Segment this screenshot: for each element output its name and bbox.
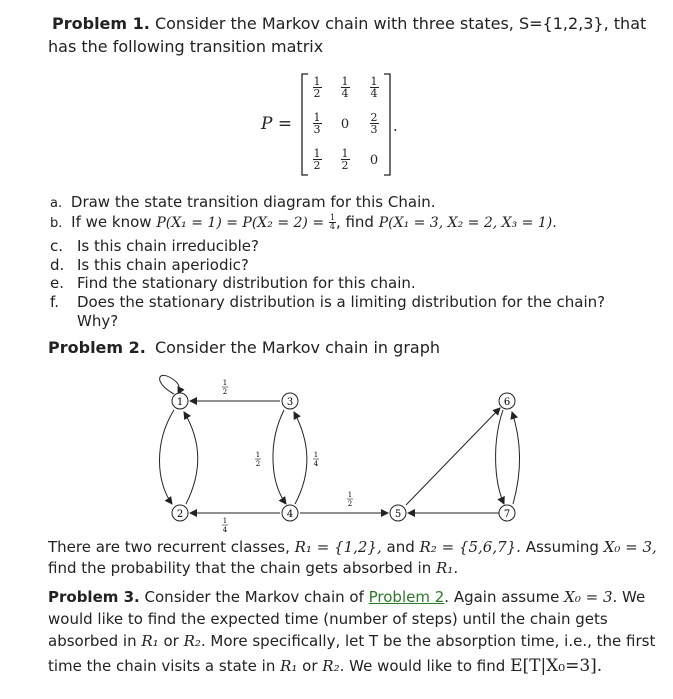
item-b <box>50 213 557 231</box>
item-b-text-pre: If we know <box>71 213 157 231</box>
p3-l4-pre: time the chain visits a state in <box>48 657 281 675</box>
matrix-cell-2-1: $\frac{1}{3}$ <box>313 111 321 136</box>
p1-intro-1: Consider the Markov chain with three states, S={1,2,3}, that <box>154 14 647 33</box>
item-f-text-1: Does the stationary distribution is a limiting distribution for the chain? <box>77 293 606 311</box>
matrix-cell-1-1: $\frac{1}{2}$ <box>313 75 321 100</box>
node-5 <box>390 505 406 521</box>
item-b-marker: b. <box>50 216 63 231</box>
p2-t1-mid: and <box>381 538 420 556</box>
item-c-marker: c. <box>50 237 64 255</box>
p3-heading: Problem 3. <box>48 588 140 606</box>
edge-label-num: 1 <box>222 517 228 525</box>
matrix-cell-1-3: $\frac{1}{4}$ <box>370 75 378 100</box>
graph-nodes <box>172 393 515 521</box>
node-3 <box>282 393 298 409</box>
item-f-marker: f. <box>50 293 59 311</box>
p3-l4-m1: R₁ <box>280 657 298 675</box>
matrix-cell-3-3: 0 <box>369 153 379 168</box>
p2-t1-pre: There are two recurrent classes, <box>48 538 295 556</box>
item-a-text: Draw the state transition diagram for this Chain. <box>70 193 436 211</box>
edge-label-den: 2 <box>222 388 228 396</box>
edge-label-e24 <box>222 517 228 532</box>
edge-5-6 <box>406 408 500 505</box>
p3-l4-post: We would like to find <box>344 657 511 675</box>
item-f <box>50 293 606 311</box>
p2-t1-m1: R₁ = {1,2}, <box>294 538 382 556</box>
p1-intro-2: has the following transition matrix <box>48 37 324 56</box>
edge-label-num: 1 <box>255 451 261 459</box>
node-4-label: 4 <box>286 509 294 520</box>
edge-3-4 <box>273 410 286 504</box>
node-2 <box>172 505 188 521</box>
edge-label-num: 1 <box>347 491 353 499</box>
p3-l1-end: We <box>617 588 646 606</box>
frac-den: 4 <box>329 222 335 231</box>
p2-t2-pre: find the probability that the chain gets absorbed in <box>48 559 437 577</box>
edge-6-7 <box>496 410 504 504</box>
item-d <box>50 256 249 274</box>
p3-l1-math: X₀ = 3. <box>564 588 618 606</box>
transition-matrix <box>306 72 386 178</box>
edge-label-den: 4 <box>222 526 228 532</box>
p3-l1-post: . Again assume <box>444 588 565 606</box>
edge-label-num: 1 <box>222 379 228 387</box>
item-b-math: P(X₁ = 1) = P(X₂ = 2) = <box>156 215 325 231</box>
item-a <box>50 193 436 211</box>
matrix-cell-3-2: $\frac{1}{2}$ <box>341 147 349 172</box>
item-c-text: Is this chain irreducible? <box>77 237 259 255</box>
p3-l4-m2: R₂. <box>322 657 345 675</box>
edge-label-e45 <box>347 491 353 508</box>
matrix-label: P = <box>261 114 293 134</box>
p3-l3-post: More specifically, let T be the absorption time, i.e., the first <box>205 632 656 650</box>
matrix-cell-3-1: $\frac{1}{2}$ <box>313 147 321 172</box>
node-2-label: 2 <box>176 509 184 520</box>
matrix-period: . <box>393 117 398 135</box>
node-3-label: 3 <box>286 397 294 408</box>
edge-4-3 <box>294 412 307 504</box>
node-1-label: 1 <box>176 397 184 408</box>
p3-l3-mid: or <box>158 632 184 650</box>
edge-7-6 <box>512 412 520 504</box>
node-6-label: 6 <box>503 397 511 408</box>
item-e <box>50 274 416 292</box>
node-7-label: 7 <box>503 509 511 520</box>
item-f-text-2: Why? <box>77 312 119 330</box>
p1-line1 <box>52 14 646 33</box>
edge-label-den: 2 <box>347 500 353 508</box>
edge-label-den: 2 <box>255 460 261 468</box>
node-1 <box>172 393 188 409</box>
matrix-cell-1-2: $\frac{1}{4}$ <box>341 75 349 100</box>
p2-t1-m2: R₂ = {5,6,7}. <box>419 538 521 556</box>
node-7 <box>499 505 515 521</box>
item-e-text: Find the stationary distribution for this chain. <box>77 274 416 292</box>
frac-num: 1 <box>329 213 335 222</box>
p3-line1 <box>48 588 645 606</box>
node-4 <box>282 505 298 521</box>
p2-t1-m3: X₀ = 3, <box>603 538 657 556</box>
p2-text-line2 <box>48 559 458 577</box>
p2-heading: Problem 2. <box>48 338 146 357</box>
p2-t2-m1: R₁. <box>436 559 459 577</box>
item-d-text: Is this chain aperiodic? <box>77 256 249 274</box>
p1-heading: Problem 1. <box>52 14 150 33</box>
edge-2-1 <box>184 412 198 504</box>
matrix-cell-2-3: $\frac{2}{3}$ <box>370 111 378 136</box>
p3-line2: would like to find the expected time (number of steps) until the chain gets <box>48 610 608 628</box>
p3-line4 <box>48 656 602 676</box>
problem-2-link[interactable]: Problem 2 <box>368 588 445 606</box>
item-c <box>50 237 259 255</box>
edge-label-den: 4 <box>313 460 319 468</box>
p3-l3-m1: R₁ <box>141 632 159 650</box>
item-e-marker: e. <box>50 274 64 292</box>
edge-label-num: 1 <box>313 451 319 459</box>
markov-graph <box>150 372 530 532</box>
matrix-cell-2-2: 0 <box>340 117 350 132</box>
item-b-fraction <box>329 214 336 231</box>
p3-l3-pre: absorbed in <box>48 632 142 650</box>
item-a-marker: a. <box>50 196 63 211</box>
p3-line3 <box>48 632 655 650</box>
item-d-marker: d. <box>50 256 65 274</box>
p2-text-line1 <box>48 538 657 556</box>
item-b-math2: P(X₁ = 3, X₂ = 2, X₃ = 1). <box>378 215 557 231</box>
p2-intro: Consider the Markov chain in graph <box>154 338 440 357</box>
edge-label-e31 <box>222 379 228 396</box>
p2-line <box>48 338 440 357</box>
node-6 <box>499 393 515 409</box>
edge-label-e12 <box>255 451 261 468</box>
p3-l4-math: E[T|X₀=3]. <box>510 656 603 676</box>
item-b-text-mid: , find <box>335 213 379 231</box>
p3-l1-pre: Consider the Markov chain of <box>144 588 369 606</box>
edge-1-1 <box>160 375 180 394</box>
edge-label-e34 <box>313 451 319 468</box>
p2-t1-post: Assuming <box>520 538 604 556</box>
edge-1-2 <box>160 410 175 504</box>
node-5-label: 5 <box>394 509 402 520</box>
p3-l3-m2: R₂. <box>183 632 206 650</box>
p3-l4-mid: or <box>297 657 323 675</box>
